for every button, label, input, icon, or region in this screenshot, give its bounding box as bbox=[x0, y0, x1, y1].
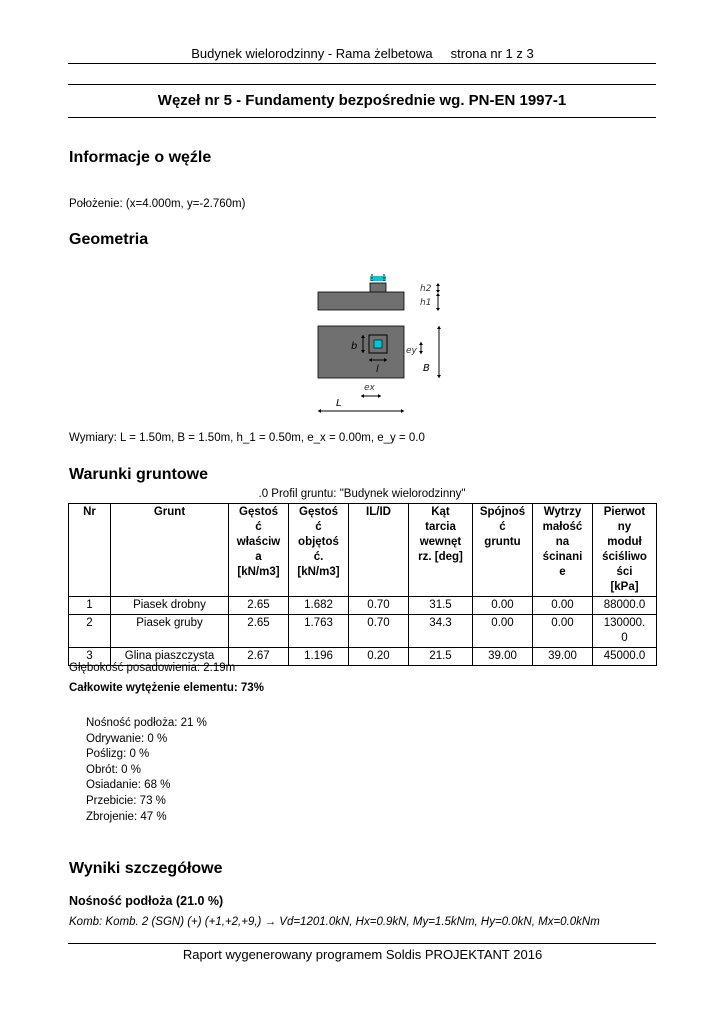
soil-col-header: Wytrzy małość na ścinani e bbox=[533, 504, 593, 597]
L-label: L bbox=[336, 398, 342, 409]
table-cell: 0.20 bbox=[349, 648, 409, 666]
geometry-heading: Geometria bbox=[69, 231, 149, 248]
page-footer: Raport wygenerowany programem Soldis PROJEKTANT 2016 bbox=[182, 947, 543, 962]
table-cell: 21.5 bbox=[409, 648, 473, 666]
table-cell: 3 bbox=[69, 648, 111, 666]
table-cell: 88000.0 bbox=[593, 597, 657, 615]
table-cell: Glina piaszczysta bbox=[111, 648, 229, 666]
table-cell: 45000.0 bbox=[593, 648, 657, 666]
table-cell: 39.00 bbox=[473, 648, 533, 666]
table-cell: 2 bbox=[69, 615, 111, 648]
soil-heading: Warunki gruntowe bbox=[69, 466, 208, 483]
table-cell: 1.682 bbox=[289, 597, 349, 615]
title-rule-top bbox=[68, 84, 656, 85]
soil-table bbox=[68, 503, 657, 666]
combination-text: Komb: Komb. 2 (SGN) (+) (+1,+2,+9,) → Vd=1201.0kN, Hx=0.9kN, My=1.5kNm, Hy=0.0kN, Mx=0.0kNm bbox=[69, 916, 600, 928]
table-cell: 0.00 bbox=[473, 597, 533, 615]
results-heading: Wyniki szczegółowe bbox=[69, 860, 223, 877]
h2-label: h2 bbox=[420, 284, 432, 294]
list-item: Odrywanie: 0 % bbox=[86, 732, 168, 745]
table-cell: 2.65 bbox=[229, 615, 289, 648]
footing-diagram bbox=[300, 268, 450, 418]
soil-col-header: Spójnoś ć gruntu bbox=[473, 504, 533, 597]
title-rule-bottom bbox=[68, 117, 656, 118]
header-project: Budynek wielorodzinny - Rama żelbetowa bbox=[191, 46, 433, 61]
table-cell: 0.70 bbox=[349, 597, 409, 615]
soil-col-header: Kąt tarcia wewnęt rz. [deg] bbox=[409, 504, 473, 597]
ey-label: ey bbox=[406, 346, 417, 356]
header-page-number: strona nr 1 z 3 bbox=[450, 46, 534, 61]
table-cell: 1.196 bbox=[289, 648, 349, 666]
dimensions-text: Wymiary: L = 1.50m, B = 1.50m, h_1 = 0.50m, e_x = 0.00m, e_y = 0.0 bbox=[69, 432, 425, 444]
soil-col-header: Nr bbox=[69, 504, 111, 597]
table-cell: 31.5 bbox=[409, 597, 473, 615]
table-cell: 0.70 bbox=[349, 615, 409, 648]
total-utilization: Całkowite wytężenie elementu: 73% bbox=[69, 682, 264, 694]
table-cell: 0.00 bbox=[473, 615, 533, 648]
table-cell: 1 bbox=[69, 597, 111, 615]
soil-col-header: Pierwot ny moduł ściśliwo ści [kPa] bbox=[593, 504, 657, 597]
list-item: Obrót: 0 % bbox=[86, 763, 141, 776]
table-cell: 39.00 bbox=[533, 648, 593, 666]
table-cell: 2.67 bbox=[229, 648, 289, 666]
list-item: Osiadanie: 68 % bbox=[86, 779, 171, 792]
table-cell: 0.00 bbox=[533, 615, 593, 648]
header-rule bbox=[68, 63, 656, 64]
soil-table-header bbox=[69, 504, 657, 597]
table-cell: Piasek drobny bbox=[111, 597, 229, 615]
soil-col-header: Gęstoś ć właściw a [kN/m3] bbox=[229, 504, 289, 597]
page-header bbox=[0, 46, 725, 61]
bearing-subheading: Nośność podłoża (21.0 %) bbox=[69, 894, 224, 908]
position-text: Położenie: (x=4.000m, y=-2.760m) bbox=[69, 198, 246, 210]
table-cell: 0.00 bbox=[533, 597, 593, 615]
table-cell: 34.3 bbox=[409, 615, 473, 648]
table-cell: 1.763 bbox=[289, 615, 349, 648]
ex-label: ex bbox=[364, 383, 375, 393]
l-label: l bbox=[376, 364, 379, 375]
utilization-list bbox=[86, 716, 207, 825]
list-item: Przebicie: 73 % bbox=[86, 794, 166, 807]
list-item: Zbrojenie: 47 % bbox=[86, 810, 167, 823]
footing-elevation bbox=[318, 283, 404, 310]
soil-profile-caption: .0 Profil gruntu: "Budynek wielorodzinny" bbox=[258, 488, 466, 500]
table-cell: 130000. 0 bbox=[593, 615, 657, 648]
table-row bbox=[69, 597, 657, 615]
table-cell: 2.65 bbox=[229, 597, 289, 615]
soil-col-header: Grunt bbox=[111, 504, 229, 597]
footing-plan bbox=[318, 326, 404, 378]
table-cell: Piasek gruby bbox=[111, 615, 229, 648]
list-item: Nośność podłoża: 21 % bbox=[86, 717, 207, 729]
b-label: b bbox=[351, 341, 358, 352]
soil-col-header: Gęstoś ć objętoś ć. [kN/m3] bbox=[289, 504, 349, 597]
foundation-depth: Głębokość posadowienia: 2.19m bbox=[69, 662, 236, 674]
info-heading: Informacje o węźle bbox=[69, 149, 212, 166]
footer-rule bbox=[68, 943, 656, 944]
B-label: B bbox=[423, 363, 430, 374]
h1-label: h1 bbox=[420, 298, 432, 308]
table-row bbox=[69, 615, 657, 648]
page-title: Węzeł nr 5 - Fundamenty bezpośrednie wg. PN-EN 1997-1 bbox=[157, 92, 567, 109]
soil-col-header: IL/ID bbox=[349, 504, 409, 597]
list-item: Poślizg: 0 % bbox=[86, 748, 150, 761]
